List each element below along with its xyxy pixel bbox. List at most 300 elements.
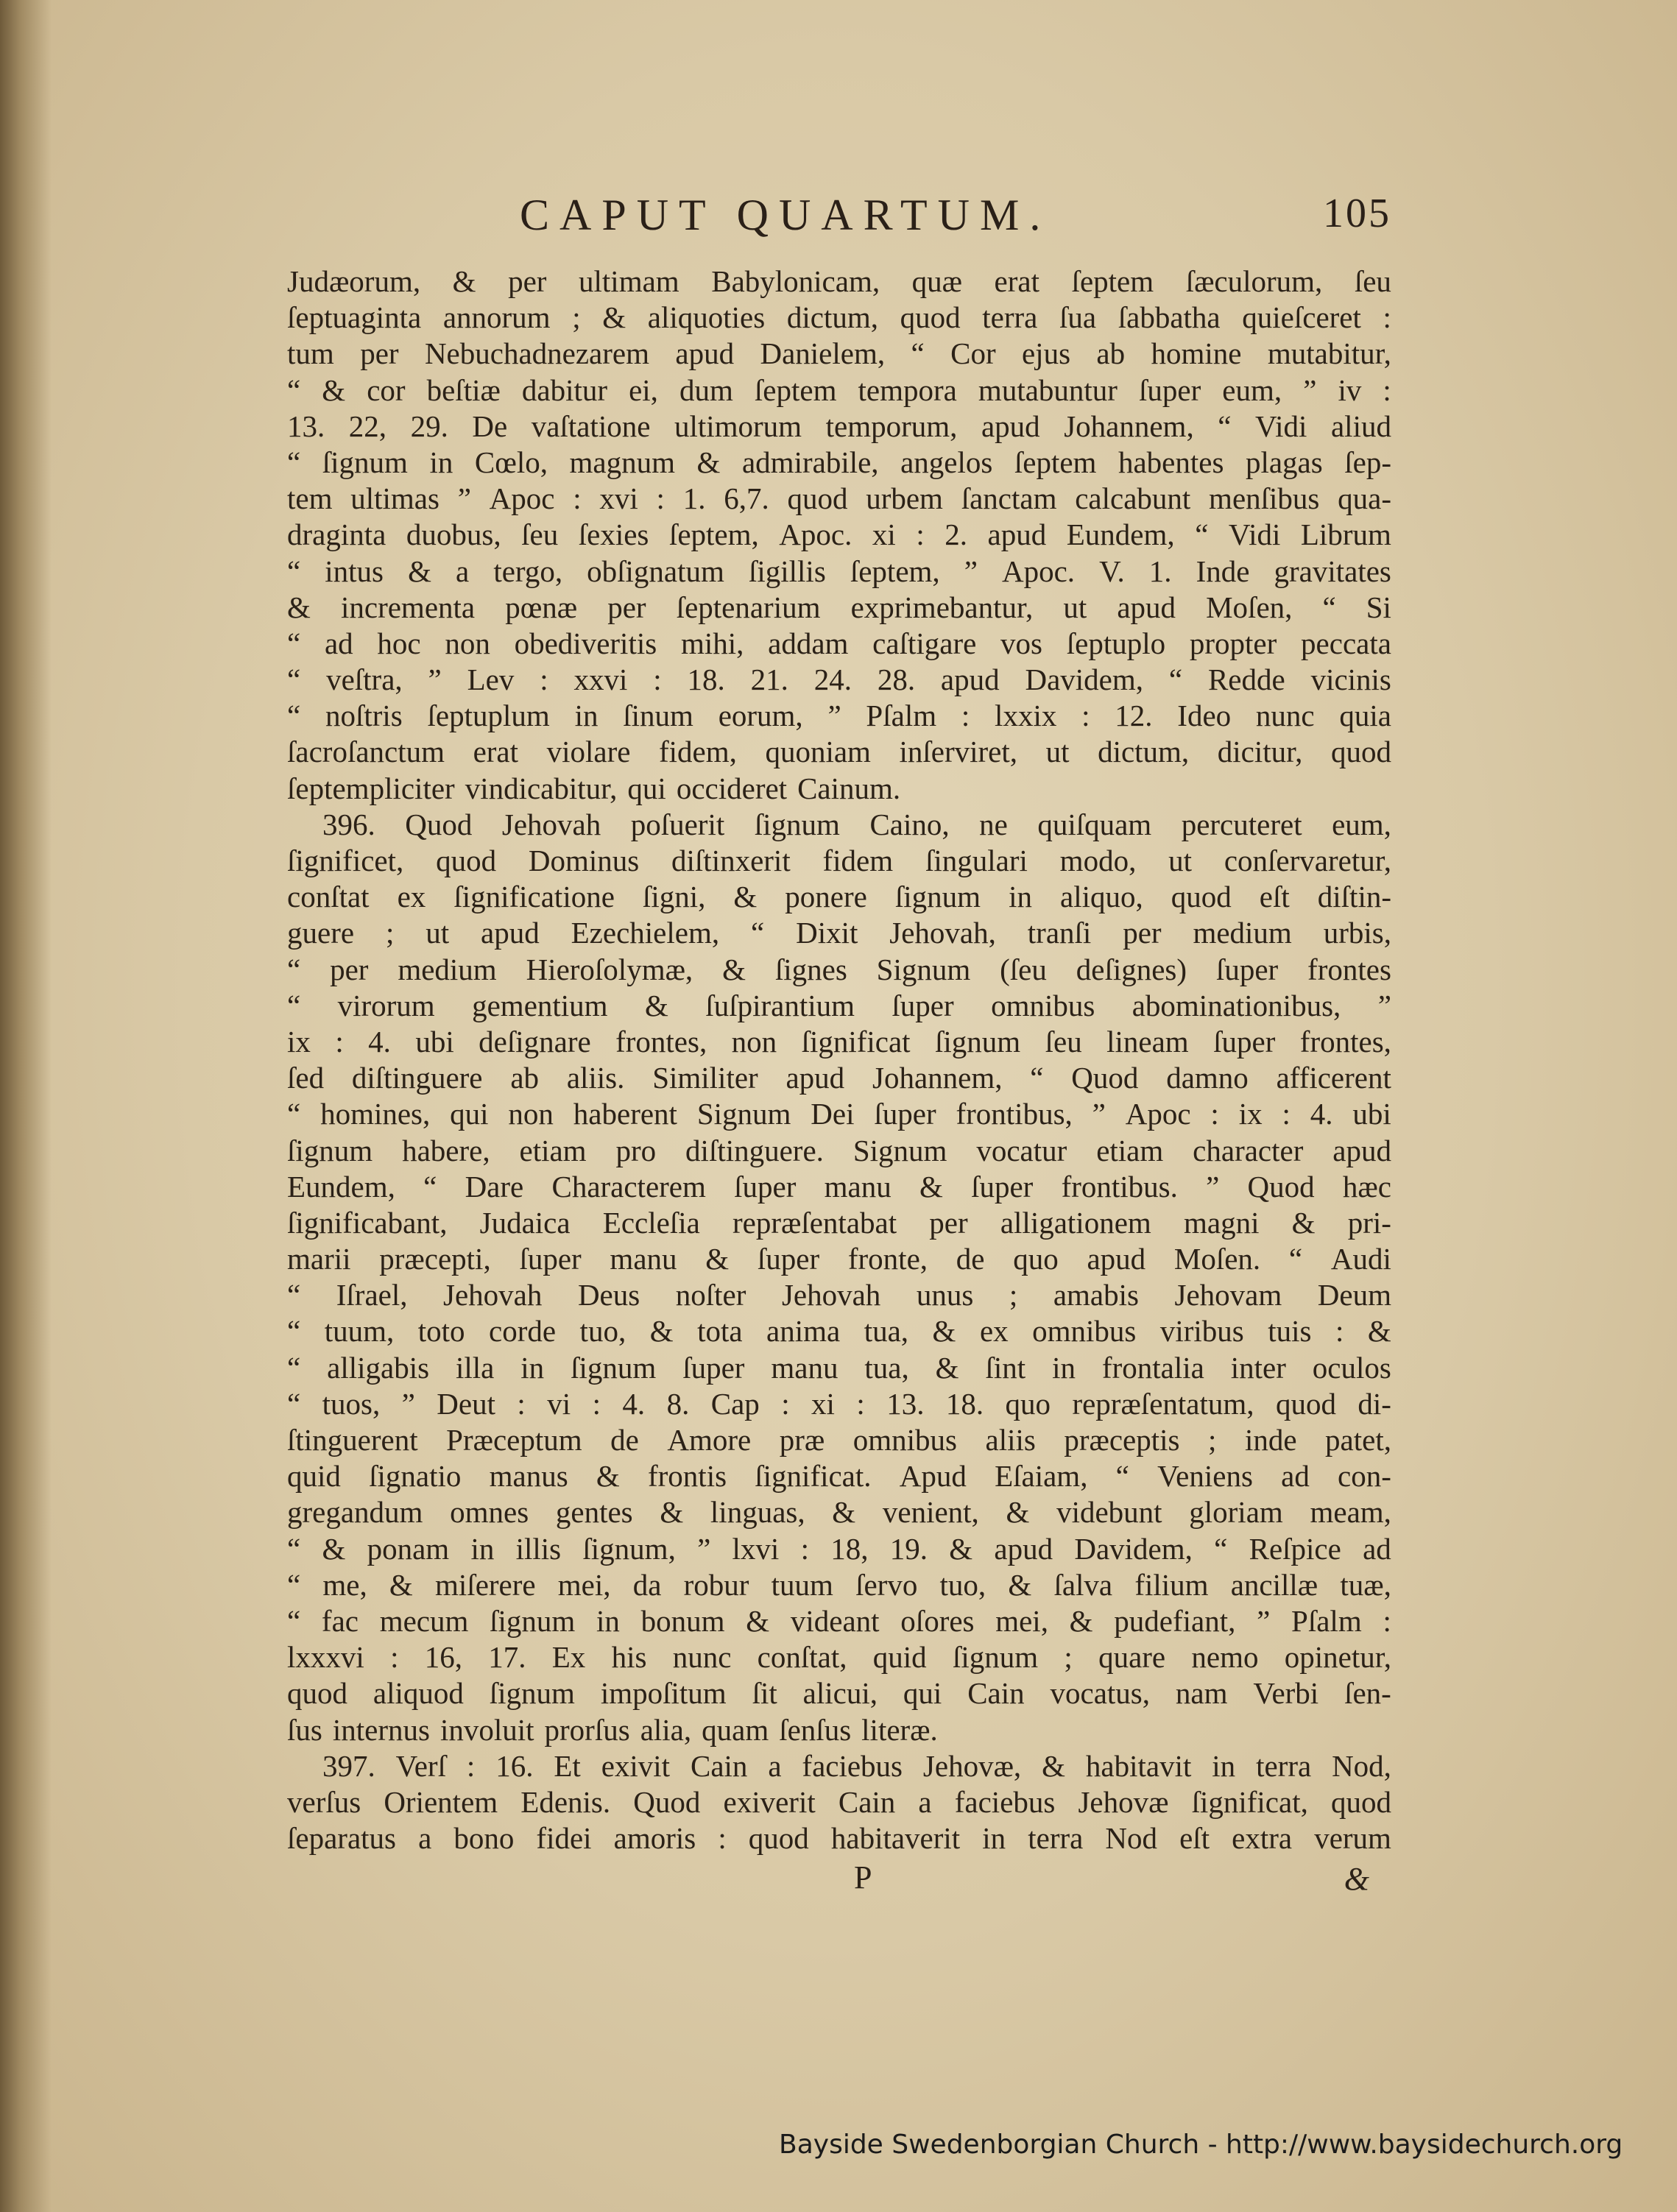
word: guere: [287, 916, 355, 950]
word: Deum: [1317, 1278, 1391, 1312]
word: Eccleſia: [602, 1205, 700, 1240]
text-line: [287, 1024, 1391, 1060]
word: dictum,: [786, 300, 878, 335]
word: deſignare: [479, 1024, 591, 1059]
word: illis: [515, 1531, 562, 1566]
word: his: [611, 1640, 647, 1675]
word: &: [733, 880, 758, 914]
word: ”: [428, 662, 442, 697]
word: “: [287, 1350, 301, 1385]
word: 396.: [322, 807, 375, 841]
word: aliquod: [373, 1676, 464, 1711]
word: “: [287, 1097, 301, 1131]
word: &: [649, 1314, 674, 1349]
word: in: [520, 1350, 545, 1385]
word: ſignificatione: [453, 880, 615, 914]
word: Librum: [1300, 517, 1391, 552]
word: per: [330, 952, 369, 986]
word: ſeptuplo: [1066, 626, 1166, 660]
word: magnum: [569, 445, 676, 479]
word: ſuſpirantium: [705, 988, 855, 1022]
word: ”: [1092, 1097, 1106, 1131]
word: “: [287, 445, 301, 479]
word: ſabbatha: [1118, 300, 1221, 335]
word: eſt: [1259, 880, 1290, 914]
word: “: [287, 699, 301, 733]
word: conſtat,: [757, 1640, 847, 1675]
word: ſuper: [1213, 1024, 1276, 1059]
word: quam: [702, 1712, 769, 1747]
word: 1.: [682, 481, 706, 516]
word: “: [423, 1169, 437, 1204]
word: ſingulari: [925, 844, 1028, 877]
word: non: [445, 626, 490, 660]
word: ſen-: [1344, 1676, 1391, 1711]
word: ſalva: [1053, 1567, 1113, 1602]
word: Judaica: [479, 1205, 571, 1240]
word: literæ.: [861, 1712, 938, 1747]
word: poſuerit: [630, 807, 725, 841]
word: involuit: [439, 1712, 534, 1747]
word: hæc: [1342, 1169, 1391, 1204]
word: ”: [1377, 988, 1391, 1022]
text-line: [287, 445, 1391, 481]
word: ”: [457, 481, 471, 516]
word: pœnæ: [505, 590, 578, 624]
word: occideret: [676, 771, 788, 805]
word: quod: [900, 300, 961, 335]
word: 21.: [750, 662, 788, 697]
word: alia,: [640, 1712, 692, 1747]
word: obediveritis: [514, 626, 657, 660]
word: omnes: [450, 1495, 529, 1530]
word: vocatus,: [1050, 1676, 1151, 1711]
word: conſtat: [287, 880, 370, 914]
word: “: [287, 1531, 301, 1566]
word: :: [718, 1821, 727, 1856]
word: habitaverit: [830, 1821, 961, 1856]
word: prorſus: [544, 1712, 630, 1747]
word: tem: [287, 481, 333, 516]
word: beſtiæ: [426, 372, 501, 407]
word: Signum: [876, 952, 971, 986]
word: Redde: [1207, 662, 1285, 697]
word: Ideo: [1177, 699, 1232, 733]
word: :: [466, 1748, 476, 1783]
word: Edenis.: [520, 1784, 611, 1819]
word: Johannem,: [1064, 409, 1194, 443]
word: alligabis: [327, 1350, 430, 1385]
text-line: [287, 554, 1391, 590]
word: ſignificat,: [1191, 1784, 1308, 1819]
word: ad: [324, 626, 353, 660]
word: haberent: [573, 1097, 677, 1131]
word: nunc: [1255, 699, 1315, 733]
word: exprimebantur,: [850, 590, 1034, 624]
word: erat: [473, 735, 519, 769]
word: Cain: [690, 1748, 748, 1783]
word: Babylonicam,: [711, 264, 880, 298]
word: temporum,: [825, 409, 958, 443]
word: de: [956, 1242, 985, 1276]
word: alicui,: [802, 1676, 878, 1711]
word: Moſen.: [1173, 1242, 1261, 1276]
word: omnibus: [852, 1423, 957, 1457]
word: a: [456, 554, 470, 588]
word: 16,: [424, 1640, 462, 1675]
word: ſeptuplum: [427, 699, 550, 733]
word: terra: [1028, 1821, 1084, 1856]
word: ſeptem: [1014, 445, 1097, 479]
word: :: [1383, 372, 1391, 407]
word: Cœlo,: [474, 445, 548, 479]
word: quod: [748, 1821, 809, 1856]
word: ſep-: [1344, 445, 1391, 479]
word: hoc: [377, 626, 421, 660]
word: duobus,: [406, 517, 501, 552]
word: dum: [679, 372, 733, 407]
text-line: [287, 590, 1391, 626]
word: qui: [450, 1097, 489, 1131]
word: :: [1383, 1603, 1391, 1638]
word: Verſ: [395, 1748, 446, 1783]
text-line: [287, 264, 1391, 300]
word: tua,: [864, 1350, 909, 1385]
word: Lev: [467, 662, 515, 697]
word: præceptis: [1064, 1423, 1180, 1457]
word: in: [574, 699, 599, 733]
word: vindicabitur,: [465, 771, 618, 805]
word: ſuper: [874, 1097, 936, 1131]
word: fronte,: [847, 1242, 928, 1276]
word: gravitates: [1274, 554, 1391, 588]
word: ſeparatus: [287, 1821, 396, 1856]
word: per: [1123, 916, 1162, 950]
word: Jehovah: [443, 1278, 543, 1312]
text-line: [287, 336, 1391, 372]
word: lxxix: [995, 699, 1057, 733]
word: &: [1367, 1314, 1391, 1349]
word: 16.: [495, 1748, 534, 1783]
word: ſignum: [322, 445, 408, 479]
word: omnibus: [1032, 1314, 1137, 1349]
text-line: [287, 481, 1391, 517]
word: quoniam: [765, 735, 871, 769]
word: frontes: [1307, 952, 1391, 986]
word: quod: [436, 844, 497, 877]
word: “: [287, 554, 301, 588]
word: Eundem,: [1066, 517, 1175, 552]
word: ſtinguerent: [287, 1423, 418, 1457]
word: ſignificat: [801, 1024, 911, 1059]
word: mutabitur,: [1267, 336, 1391, 371]
word: tota: [697, 1314, 743, 1349]
word: ſenſus: [779, 1712, 852, 1747]
word: frontalia: [1101, 1350, 1204, 1385]
word: Davidem,: [1025, 662, 1144, 697]
word: di-: [1358, 1386, 1391, 1421]
signature-mark: P: [854, 1859, 872, 1895]
word: dictum,: [1098, 735, 1190, 769]
word: ſeptempliciter: [287, 771, 455, 805]
word: violare: [546, 735, 631, 769]
word: miſerere: [435, 1567, 536, 1602]
word: Quod: [633, 1784, 701, 1819]
word: &: [1042, 1748, 1065, 1783]
word: virorum: [337, 988, 435, 1022]
word: quare: [1098, 1640, 1166, 1675]
word: :: [1210, 1097, 1219, 1131]
word: peccata: [1301, 626, 1391, 660]
word: Quod: [1071, 1061, 1139, 1095]
word: viribus: [1159, 1314, 1244, 1349]
text-line: [287, 1675, 1391, 1711]
text-line: [287, 1784, 1391, 1820]
text-line: [287, 517, 1391, 553]
text-line: [287, 372, 1391, 409]
word: Et: [554, 1748, 581, 1783]
text-line: [287, 1422, 1391, 1458]
word: quæ: [911, 264, 962, 298]
word: :: [1383, 300, 1391, 335]
word: &: [746, 1603, 770, 1638]
word: Nod,: [1332, 1748, 1391, 1783]
word: gentes: [555, 1495, 633, 1530]
word: (ſeu: [1000, 952, 1047, 986]
word: aliud: [1330, 409, 1391, 443]
word: me,: [322, 1567, 367, 1602]
word: tranſi: [1027, 916, 1092, 950]
word: tuis: [1268, 1314, 1312, 1349]
word: Deus: [577, 1278, 640, 1312]
word: ſignum: [894, 880, 981, 914]
word: De: [472, 409, 508, 443]
word: ab: [510, 1061, 540, 1095]
word: annorum: [442, 300, 551, 335]
word: Si: [1366, 590, 1391, 624]
word: quid: [872, 1640, 927, 1675]
word: quod: [1275, 1386, 1336, 1421]
word: &: [644, 988, 668, 1022]
word: eorum,: [718, 699, 803, 733]
text-line: [287, 409, 1391, 445]
word: repræſentabat: [732, 1205, 897, 1240]
word: Iſrael,: [336, 1278, 408, 1312]
word: :: [517, 1386, 526, 1421]
word: 8.: [666, 1386, 690, 1421]
word: alligationem: [1000, 1205, 1151, 1240]
word: manu: [824, 1169, 892, 1204]
word: 12.: [1115, 699, 1153, 733]
word: &: [1008, 1567, 1032, 1602]
word: urbem: [866, 481, 943, 516]
word: in: [982, 1821, 1006, 1856]
word: dabitur: [521, 372, 608, 407]
word: ſua: [1059, 300, 1097, 335]
text-line: [287, 1133, 1391, 1169]
word: “: [1030, 1061, 1044, 1095]
word: aliis: [985, 1423, 1036, 1457]
word: Eundem,: [287, 1169, 395, 1204]
word: tua,: [864, 1314, 909, 1349]
word: &: [935, 1350, 959, 1385]
text-line: [287, 952, 1391, 988]
word: “: [287, 626, 301, 660]
word: Cain: [838, 1784, 896, 1819]
word: veſtra,: [326, 662, 403, 697]
word: quo: [1013, 1242, 1059, 1276]
word: apud: [1087, 1242, 1146, 1276]
word: &: [832, 1495, 856, 1530]
word: habentes: [1118, 445, 1224, 479]
word: ancillæ: [1230, 1567, 1318, 1602]
word: etiam: [1096, 1133, 1164, 1167]
word: &: [932, 1314, 956, 1349]
word: mihi,: [680, 626, 744, 660]
source-credit: Bayside Swedenborgian Church - http://www.baysidechurch.org: [779, 2130, 1623, 2160]
word: 2.: [945, 517, 967, 552]
word: tuum: [771, 1567, 833, 1602]
word: ;: [1064, 1640, 1073, 1675]
word: ad: [1281, 1459, 1310, 1494]
word: qui: [903, 1676, 942, 1711]
word: ſinum: [623, 699, 693, 733]
word: 13.: [287, 409, 325, 443]
word: tempora: [858, 372, 957, 407]
paragraph-start-396: [287, 807, 1391, 843]
word: Orientem: [384, 1784, 498, 1819]
word: præcepti,: [379, 1242, 491, 1276]
word: Jehovah,: [889, 916, 996, 950]
word: ſignificat.: [755, 1459, 872, 1494]
word: ſuper: [682, 1350, 745, 1385]
word: Quod: [1247, 1169, 1315, 1204]
word: Apud: [899, 1459, 967, 1494]
word: calcabunt: [1075, 481, 1191, 516]
word: draginta: [287, 517, 386, 552]
word: Cap: [710, 1386, 760, 1421]
word: apud: [1332, 1133, 1391, 1167]
word: Dixit: [796, 916, 858, 950]
word: quia: [1339, 699, 1391, 733]
word: Caino,: [869, 807, 950, 841]
word: quiſquam: [1037, 807, 1152, 841]
word: noſter: [675, 1278, 746, 1312]
word: manu: [771, 1350, 838, 1385]
word: ſeu: [1354, 264, 1391, 298]
word: eum,: [1222, 372, 1282, 407]
word: Ezechielem,: [571, 916, 720, 950]
word: ne: [979, 807, 1008, 841]
text-line: [287, 1531, 1391, 1567]
word: robur: [683, 1567, 749, 1602]
word: conſervaretur,: [1224, 844, 1391, 877]
word: plagas: [1245, 445, 1323, 479]
word: ſignum: [489, 1676, 575, 1711]
word: per: [360, 336, 399, 371]
word: lxvi: [732, 1531, 780, 1566]
word: in: [1212, 1748, 1236, 1783]
word: admirabile,: [741, 445, 879, 479]
word: 17.: [488, 1640, 526, 1675]
word: quod: [787, 481, 848, 516]
word: ut: [426, 916, 450, 950]
word: ut: [1063, 590, 1087, 624]
word: verum: [1314, 1821, 1391, 1856]
word: &: [1291, 1205, 1316, 1240]
word: Reſpice: [1249, 1531, 1341, 1566]
word: :: [653, 662, 662, 697]
word: terra: [1256, 1748, 1312, 1783]
word: vos: [1000, 626, 1043, 660]
word: Audi: [1330, 1242, 1391, 1276]
word: apud: [981, 409, 1040, 443]
word: 4.: [1310, 1097, 1333, 1131]
word: Characterem: [551, 1169, 706, 1204]
page-foot: [287, 1859, 1391, 1903]
word: filium: [1134, 1567, 1209, 1602]
text-line: [287, 1241, 1391, 1277]
paragraph-start-397: [287, 1748, 1391, 1784]
word: ſeu: [1045, 1024, 1082, 1059]
word: :: [592, 1386, 601, 1421]
word: pudefiant,: [1114, 1603, 1236, 1638]
word: :: [1282, 1097, 1291, 1131]
word: “: [287, 1386, 301, 1421]
word: tum: [287, 336, 334, 371]
text-line: [287, 1603, 1391, 1639]
word: ſuper: [971, 1169, 1034, 1204]
word: V.: [1099, 554, 1125, 588]
word: ſeptem,: [668, 517, 759, 552]
word: frontes,: [615, 1024, 707, 1059]
text-line: [287, 1350, 1391, 1386]
word: ſuper: [1215, 952, 1279, 986]
word: ſit: [752, 1676, 777, 1711]
word: nemo: [1191, 1640, 1259, 1675]
word: ſus: [287, 1712, 322, 1747]
word: a: [918, 1784, 932, 1819]
word: magni: [1183, 1205, 1260, 1240]
word: manus: [489, 1459, 568, 1494]
word: ejus: [1021, 336, 1071, 371]
word: opinetur,: [1284, 1640, 1391, 1675]
word: abominationibus,: [1131, 988, 1341, 1022]
word: “: [1214, 1531, 1228, 1566]
word: in: [1052, 1350, 1076, 1385]
word: addam: [768, 626, 849, 660]
word: tuum,: [324, 1314, 395, 1349]
word: quieſceret: [1242, 300, 1361, 335]
word: incrementa: [340, 590, 476, 624]
word: ut: [1045, 735, 1070, 769]
word: manu: [610, 1242, 677, 1276]
word: unus: [916, 1278, 974, 1312]
word: ſignum,: [582, 1531, 676, 1566]
word: præ: [779, 1423, 825, 1457]
word: ſanctam: [961, 481, 1057, 516]
word: Johannem,: [872, 1061, 1003, 1095]
text-line: [287, 1639, 1391, 1675]
word: “: [1168, 662, 1183, 697]
word: ;: [385, 916, 395, 950]
word: Cain: [967, 1676, 1025, 1711]
word: ”: [1303, 372, 1317, 407]
word: non: [731, 1024, 777, 1059]
word: apud: [994, 1531, 1053, 1566]
word: ponam: [367, 1531, 450, 1566]
word: verſus: [287, 1784, 361, 1819]
